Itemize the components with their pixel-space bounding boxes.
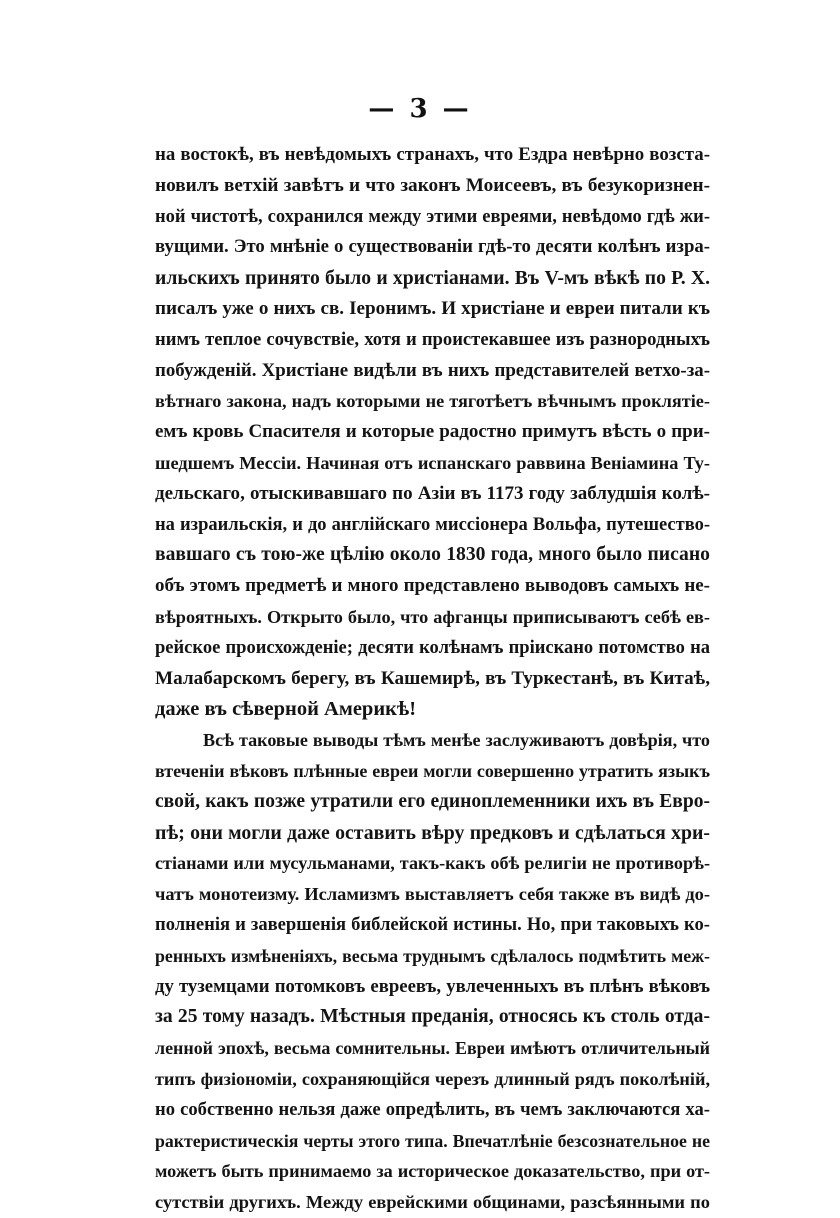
text-line: Малабарскомъ берегу, въ Кашемирѣ, въ Туркестанѣ, въ Китаѣ, xyxy=(155,667,710,689)
text-line: ленной эпохѣ, весьма сомнительны. Евреи имѣютъ отличительный xyxy=(155,1038,710,1059)
text-line: за 25 тому назадъ. Мѣстныя преданія, относясь къ столь отда- xyxy=(155,1006,710,1028)
text-line: ренныхъ измѣненіяхъ, весьма труднымъ сдѣлалось подмѣтить меж- xyxy=(155,945,710,966)
text-line: рактеристическія черты этого типа. Впечатлѣніе безсознательное не xyxy=(155,1130,710,1151)
paragraph-end-line: даже въ сѣверной Америкѣ! xyxy=(155,698,417,721)
text-line: ильскихъ принято было и христіанами. Въ V-мъ вѣкѣ по Р. Х. xyxy=(155,267,710,290)
text-line: вѣтнаго закона, надъ которыми не тяготѣетъ вѣчнымъ проклятіе- xyxy=(155,391,710,412)
text-line: нимъ теплое сочувствіе, хотя и проистекавшее изъ разнородныхъ xyxy=(155,328,710,350)
text-line: вавшаго съ тою-же цѣлію около 1830 года, много было писано xyxy=(155,544,710,566)
text-line: писалъ уже о нихъ св. Іеронимъ. И христіане и евреи питали къ xyxy=(155,297,710,319)
text-line: полненія и завершенія библейской истины. Но, при таковыхъ ко- xyxy=(155,913,710,935)
text-line: пѣ; они могли даже оставить вѣру предковъ и сдѣлаться хри- xyxy=(155,821,710,844)
text-line: вущими. Это мнѣніе о существованіи гдѣ-то десяти колѣнъ изра- xyxy=(155,236,710,258)
text-line: новилъ ветхій завѣтъ и что законъ Моисеевъ, въ безукоризнен- xyxy=(155,174,710,196)
text-line: чатъ монотеизму. Исламизмъ выставляетъ себя также въ видѣ до- xyxy=(155,884,710,905)
text-line: ной чистотѣ, сохранился между этими евреями, невѣдомо гдѣ жи- xyxy=(155,206,710,227)
text-line: на израильскія, и до англійскаго миссіонера Вольфа, путешество- xyxy=(155,514,710,535)
text-line: ду туземцами потомковъ евреевъ, увлеченныхъ въ плѣнъ вѣковъ xyxy=(155,975,710,997)
text-line: типъ физіономіи, сохраняющійся черезъ длинный рядъ поколѣній, xyxy=(155,1068,710,1089)
text-line: втеченіи вѣковъ плѣнные евреи могли совершенно утратить языкъ xyxy=(155,760,710,781)
body-text xyxy=(155,140,710,1218)
text-line: шедшемъ Мессіи. Начиная отъ испанскаго раввина Веніамина Ту- xyxy=(155,452,710,473)
text-line: побужденій. Христіане видѣли въ нихъ представителей ветхо-за- xyxy=(155,359,710,381)
text-line: стіанами или мусульманами, такъ-какъ обѣ религіи не противорѣ- xyxy=(155,853,710,874)
text-line: свой, какъ позже утратили его единоплеменники ихъ въ Евро- xyxy=(155,790,710,812)
text-line: на востокѣ, въ невѣдомыхъ странахъ, что Ездра невѣрно возста- xyxy=(155,144,710,165)
text-line: сутствіи другихъ. Между еврейскими общинами, разсѣянными по xyxy=(155,1192,710,1213)
text-line: вѣроятныхъ. Открыто было, что афганцы приписываютъ себѣ ев- xyxy=(155,606,710,627)
text-line: но собственно нельзя даже опредѣлить, въ чемъ заключаются ха- xyxy=(155,1098,710,1120)
text-line: можетъ быть принимаемо за историческое доказательство, при от- xyxy=(155,1161,710,1182)
paragraph-start-line: Всѣ таковые выводы тѣмъ менѣе заслуживаютъ довѣрія, что xyxy=(203,730,710,751)
text-line: дельскаго, отыскивавшаго по Азіи въ 1173 году заблудшія колѣ- xyxy=(155,482,710,504)
text-line: емъ кровь Спасителя и которые радостно примутъ вѣсть о при- xyxy=(155,421,710,443)
page-number: — 3 — xyxy=(368,94,472,124)
text-line: объ этомъ предметѣ и много представлено выводовъ самыхъ не- xyxy=(155,575,710,597)
text-line: рейское происхожденіе; десяти колѣнамъ пріискано потомство на xyxy=(155,636,710,658)
